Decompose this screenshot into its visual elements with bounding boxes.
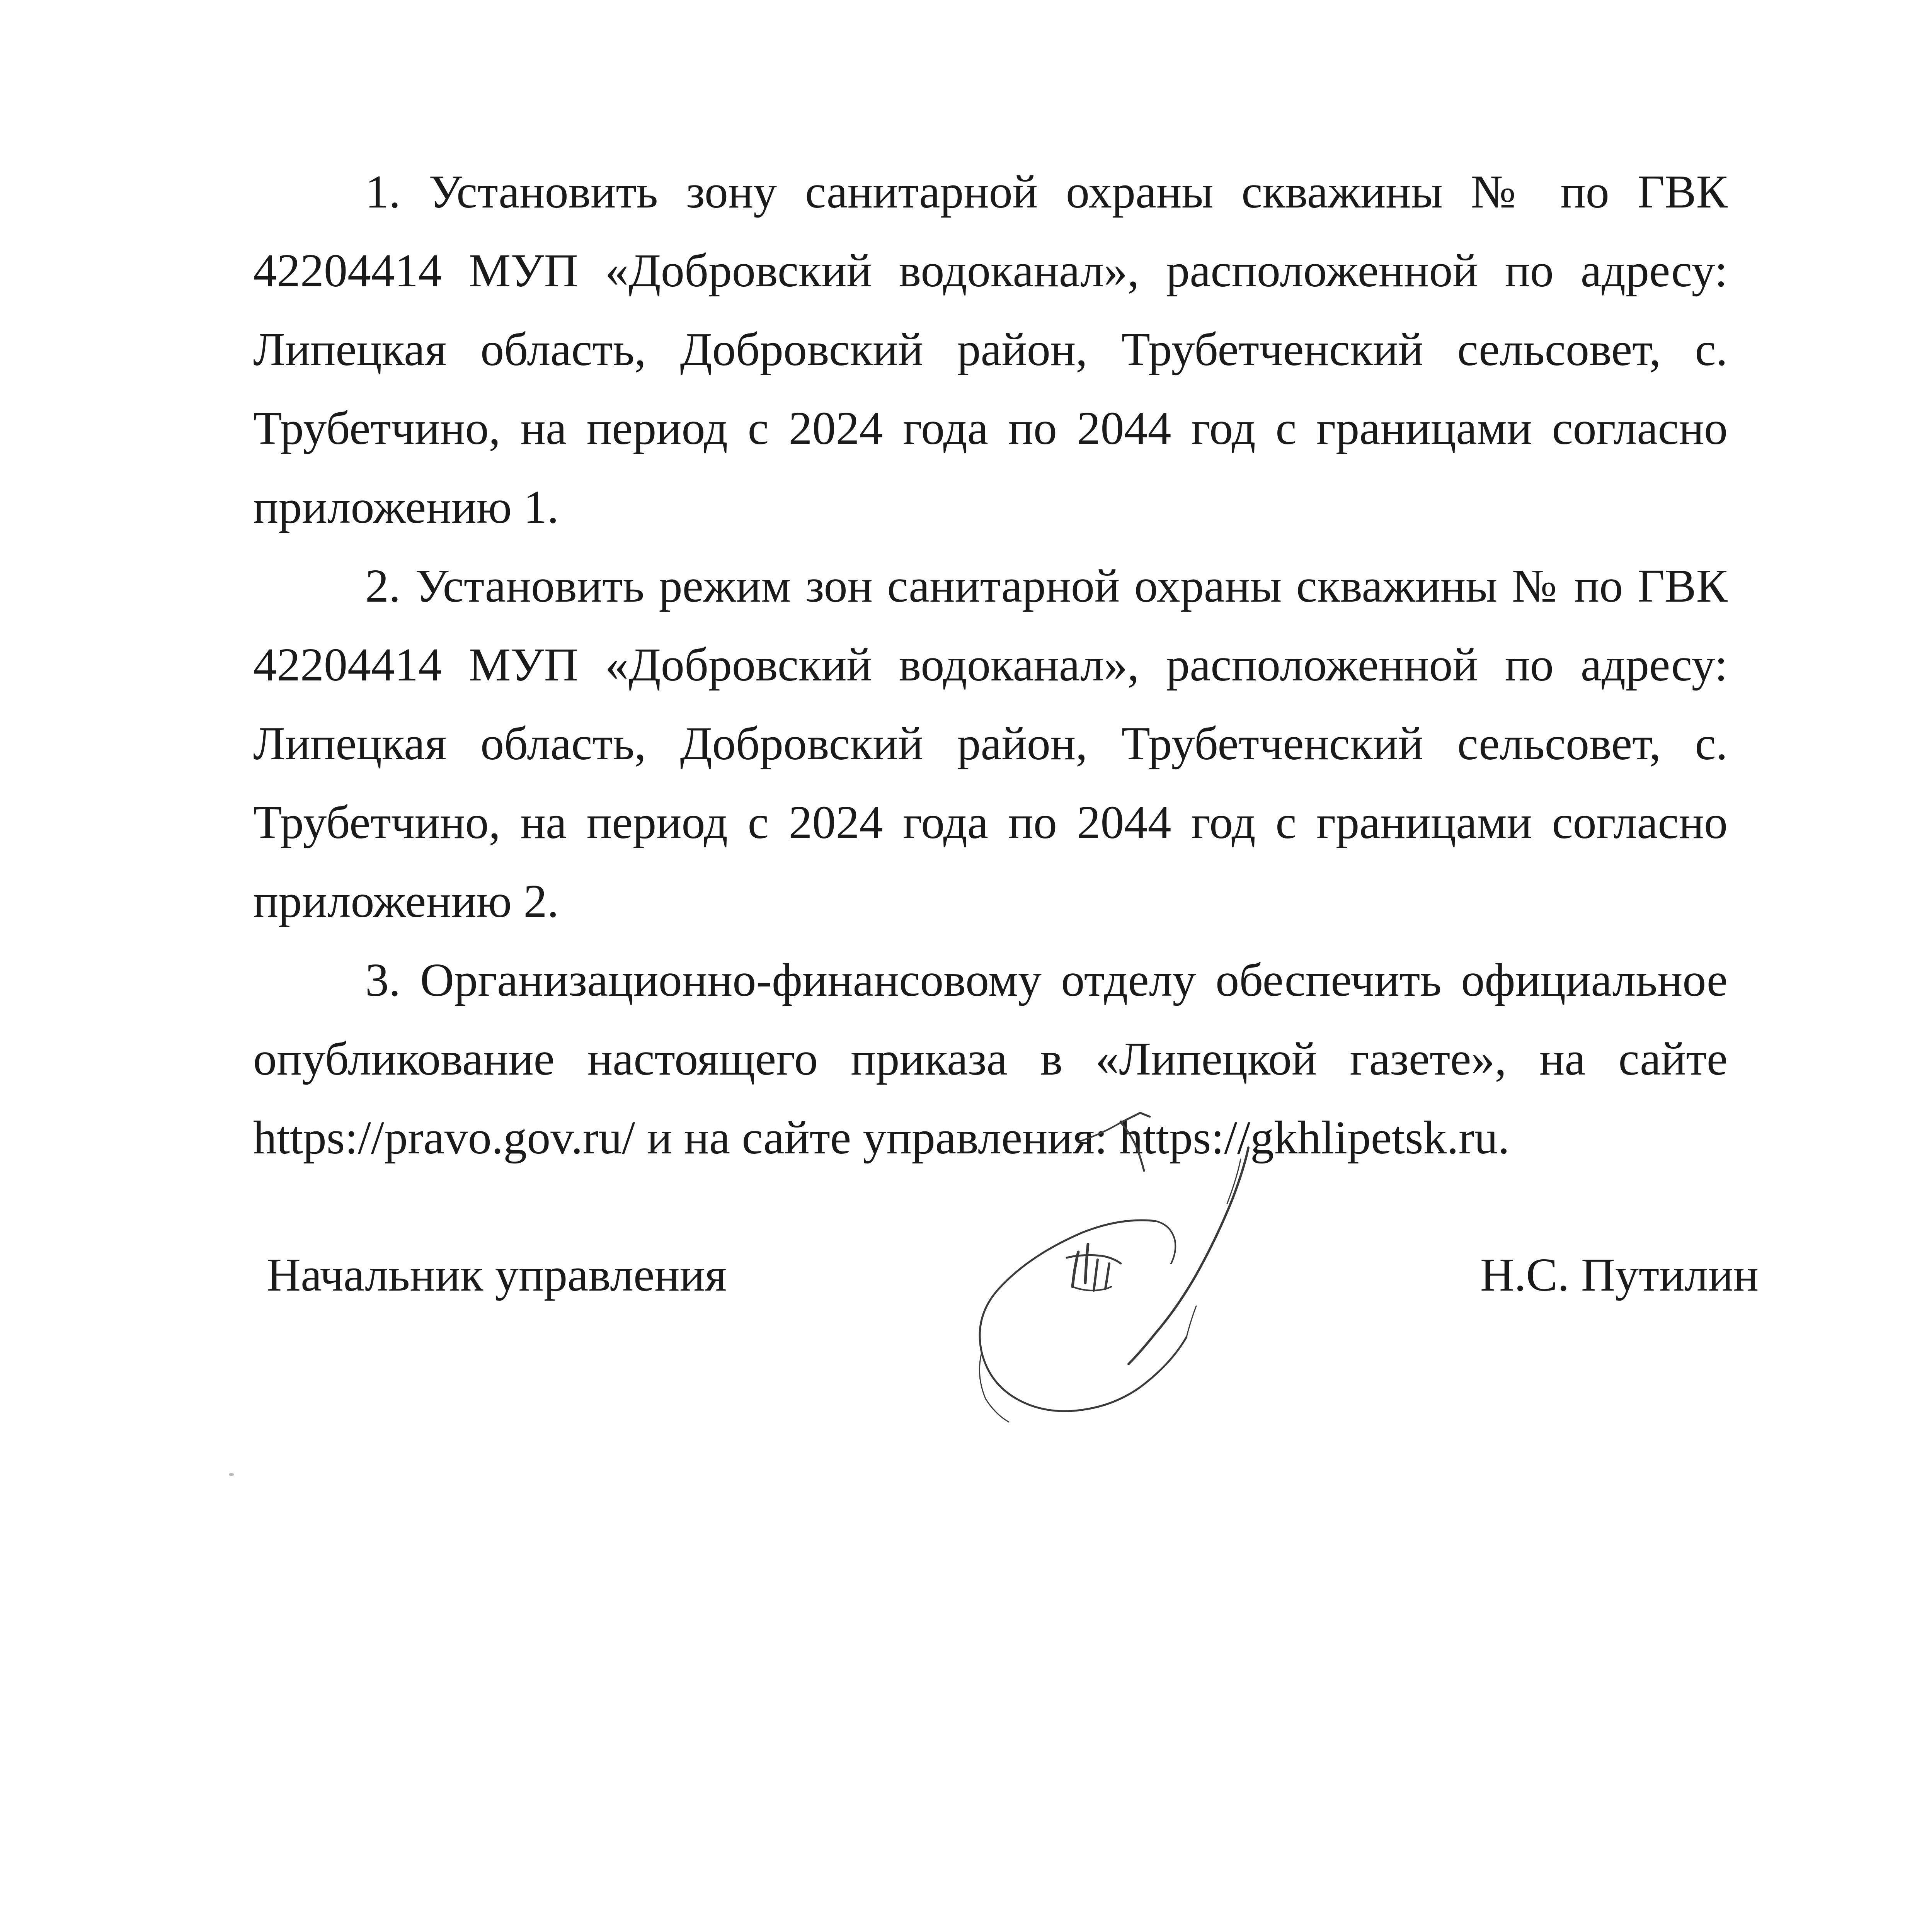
signer-name: Н.С. Путилин [1480, 1249, 1759, 1301]
scan-artifact [229, 1473, 234, 1476]
paragraph-1: 1. Установить зону санитарной охраны скважины № по ГВК 42204414 МУП «Добровский водоканал», расположенной по адресу: Липецкая область, Добровский район, Трубетченский сельсовет, с. Трубетчино, на период с 2024 года по 2044 год с границами согласно приложению 1. [253, 166, 1728, 533]
paragraph-2: 2. Установить режим зон санитарной охраны скважины № по ГВК 42204414 МУП «Добровский водоканал», расположенной по адресу: Липецкая область, Добровский район, Трубетченский сельсовет, с. Трубетчино, на период с 2024 года по 2044 год с границами согласно приложению 2. [253, 560, 1728, 927]
signature-block [267, 1235, 1759, 1327]
position-title: Начальник управления [267, 1249, 727, 1301]
document-body [253, 153, 1728, 1177]
paragraph-3: 3. Организационно-финансовому отделу обеспечить официальное опубликование настоящего приказа в «Липецкой газете», на сайте https://pravo.gov.ru/ и на сайте управления: https://gkhlipetsk.ru. [253, 954, 1728, 1164]
